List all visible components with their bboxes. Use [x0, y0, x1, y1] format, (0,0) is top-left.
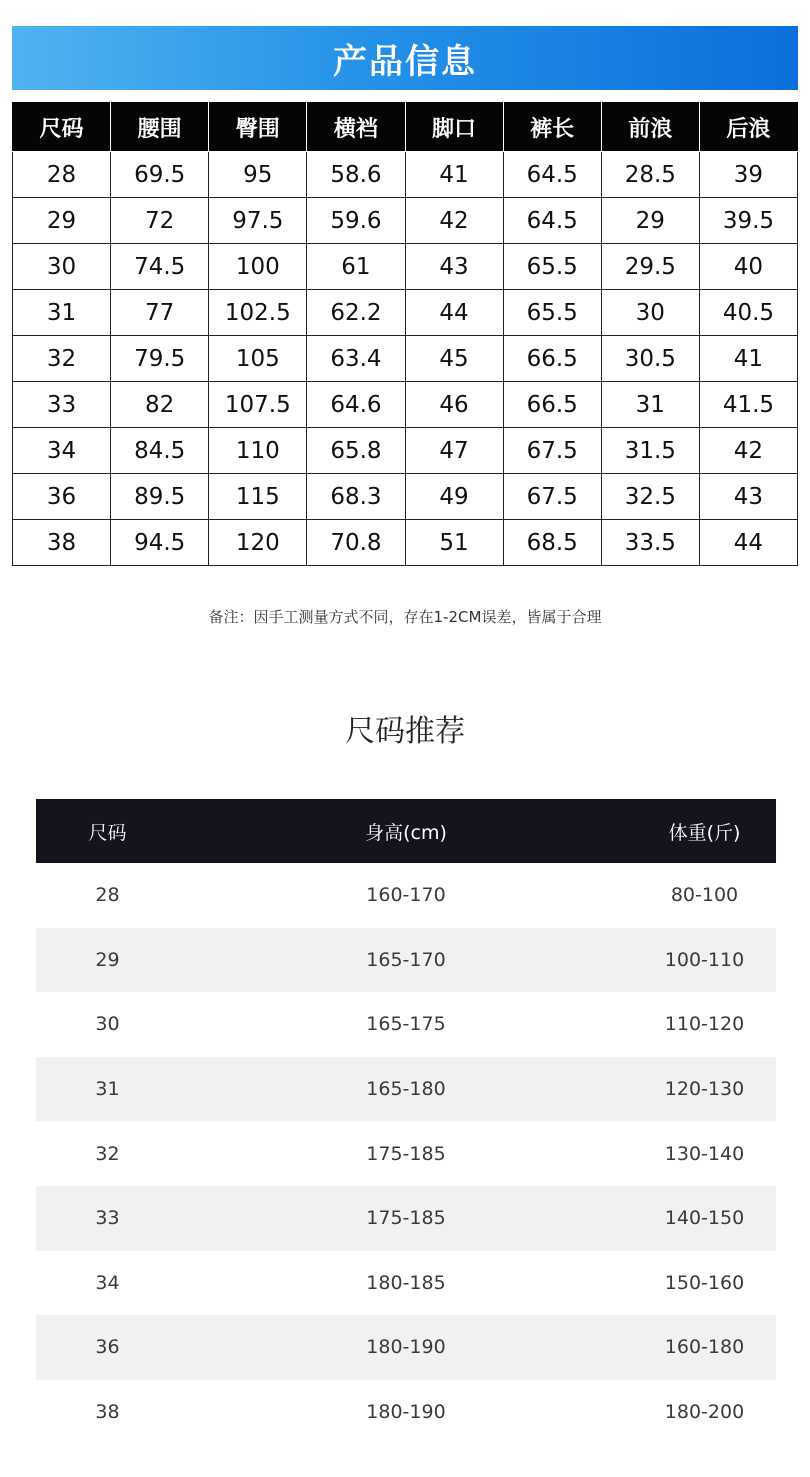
spec-cell: 43 [699, 474, 797, 520]
spec-header-row [13, 103, 798, 152]
recommend-cell: 180-185 [366, 1271, 446, 1294]
recommend-cell: 110-120 [664, 1013, 745, 1036]
recommend-cell: 80-100 [670, 884, 739, 907]
size-recommend-table [36, 799, 776, 1444]
recommend-row [36, 1251, 776, 1316]
recommend-row [36, 863, 776, 928]
spec-cell: 59.6 [307, 198, 405, 244]
recommend-row [36, 1380, 776, 1445]
spec-cell: 120 [209, 520, 307, 566]
spec-cell: 64.5 [503, 152, 601, 198]
spec-cell: 68.5 [503, 520, 601, 566]
spec-header-cell: 后浪 [699, 103, 797, 152]
recommend-cell: 29 [95, 948, 120, 971]
recommend-cell: 120-130 [664, 1078, 745, 1101]
recommend-cell: 34 [95, 1271, 120, 1294]
recommend-cell: 36 [95, 1336, 120, 1359]
spec-cell: 30.5 [601, 336, 699, 382]
spec-row [13, 198, 798, 244]
spec-cell: 94.5 [111, 520, 209, 566]
spec-cell: 49 [405, 474, 503, 520]
size-spec-table [12, 102, 798, 566]
spec-cell: 77 [111, 290, 209, 336]
spec-cell: 34 [13, 428, 111, 474]
spec-cell: 31.5 [601, 428, 699, 474]
spec-header-cell: 脚口 [405, 103, 503, 152]
measurement-note: 备注：因手工测量方式不同，存在1-2CM误差，皆属于合理 [208, 608, 602, 626]
spec-cell: 65.5 [503, 244, 601, 290]
spec-cell: 28 [13, 152, 111, 198]
spec-cell: 42 [405, 198, 503, 244]
recommend-cell: 28 [95, 884, 120, 907]
recommend-cell: 175-185 [366, 1207, 446, 1230]
spec-cell: 42 [699, 428, 797, 474]
spec-cell: 79.5 [111, 336, 209, 382]
spec-cell: 65.5 [503, 290, 601, 336]
recommend-cell: 165-170 [366, 948, 446, 971]
spec-row [13, 336, 798, 382]
spec-cell: 105 [209, 336, 307, 382]
spec-cell: 64.5 [503, 198, 601, 244]
recommend-cell: 180-190 [366, 1401, 446, 1424]
spec-cell: 84.5 [111, 428, 209, 474]
spec-cell: 69.5 [111, 152, 209, 198]
product-info-banner [12, 26, 798, 90]
spec-cell: 44 [405, 290, 503, 336]
spec-cell: 31 [601, 382, 699, 428]
spec-cell: 100 [209, 244, 307, 290]
spec-cell: 30 [601, 290, 699, 336]
spec-cell: 74.5 [111, 244, 209, 290]
spec-row [13, 474, 798, 520]
spec-cell: 102.5 [209, 290, 307, 336]
spec-header-cell: 横裆 [307, 103, 405, 152]
spec-cell: 95 [209, 152, 307, 198]
spec-cell: 41 [699, 336, 797, 382]
recommend-cell: 33 [95, 1207, 120, 1230]
spec-cell: 115 [209, 474, 307, 520]
spec-cell: 29.5 [601, 244, 699, 290]
spec-row [13, 382, 798, 428]
spec-cell: 38 [13, 520, 111, 566]
recommend-row [36, 1315, 776, 1380]
recommend-title: 尺码推荐 [345, 714, 465, 749]
recommend-cell: 130-140 [664, 1142, 745, 1165]
spec-cell: 33 [13, 382, 111, 428]
spec-cell: 72 [111, 198, 209, 244]
recommend-cell: 165-175 [366, 1013, 446, 1036]
spec-header-cell: 裤长 [503, 103, 601, 152]
recommend-cell: 160-180 [664, 1336, 745, 1359]
recommend-cell: 150-160 [664, 1271, 745, 1294]
spec-cell: 28.5 [601, 152, 699, 198]
recommend-row [36, 1186, 776, 1251]
spec-cell: 29 [601, 198, 699, 244]
spec-row [13, 520, 798, 566]
spec-cell: 32.5 [601, 474, 699, 520]
recommend-header-cell: 身高(cm) [365, 821, 447, 844]
banner-title: 产品信息 [333, 41, 477, 82]
spec-cell: 66.5 [503, 382, 601, 428]
spec-cell: 32 [13, 336, 111, 382]
spec-cell: 40.5 [699, 290, 797, 336]
spec-header-cell: 臀围 [209, 103, 307, 152]
recommend-cell: 180-200 [664, 1401, 745, 1424]
spec-cell: 62.2 [307, 290, 405, 336]
spec-cell: 44 [699, 520, 797, 566]
spec-cell: 30 [13, 244, 111, 290]
spec-cell: 107.5 [209, 382, 307, 428]
recommend-cell: 175-185 [366, 1142, 446, 1165]
spec-row [13, 152, 798, 198]
spec-cell: 45 [405, 336, 503, 382]
spec-row [13, 428, 798, 474]
spec-cell: 33.5 [601, 520, 699, 566]
spec-cell: 58.6 [307, 152, 405, 198]
recommend-cell: 140-150 [664, 1207, 745, 1230]
spec-row [13, 290, 798, 336]
spec-cell: 70.8 [307, 520, 405, 566]
spec-cell: 66.5 [503, 336, 601, 382]
recommend-cell: 38 [95, 1401, 120, 1424]
recommend-cell: 100-110 [664, 948, 745, 971]
spec-cell: 41.5 [699, 382, 797, 428]
spec-cell: 51 [405, 520, 503, 566]
spec-cell: 39 [699, 152, 797, 198]
spec-cell: 110 [209, 428, 307, 474]
spec-cell: 41 [405, 152, 503, 198]
spec-cell: 97.5 [209, 198, 307, 244]
recommend-cell: 31 [95, 1078, 120, 1101]
recommend-cell: 160-170 [366, 884, 446, 907]
recommend-cell: 180-190 [366, 1336, 446, 1359]
spec-cell: 68.3 [307, 474, 405, 520]
spec-cell: 89.5 [111, 474, 209, 520]
recommend-row [36, 928, 776, 993]
recommend-row [36, 1057, 776, 1122]
recommend-cell: 165-180 [366, 1078, 446, 1101]
spec-cell: 36 [13, 474, 111, 520]
spec-header-cell: 腰围 [111, 103, 209, 152]
spec-cell: 31 [13, 290, 111, 336]
recommend-header-cell: 体重(斤) [668, 821, 741, 844]
spec-cell: 67.5 [503, 474, 601, 520]
spec-cell: 61 [307, 244, 405, 290]
spec-cell: 40 [699, 244, 797, 290]
spec-cell: 67.5 [503, 428, 601, 474]
spec-cell: 82 [111, 382, 209, 428]
spec-cell: 46 [405, 382, 503, 428]
spec-cell: 64.6 [307, 382, 405, 428]
recommend-cell: 30 [95, 1013, 120, 1036]
spec-cell: 65.8 [307, 428, 405, 474]
spec-cell: 29 [13, 198, 111, 244]
spec-cell: 47 [405, 428, 503, 474]
spec-header-cell: 尺码 [13, 103, 111, 152]
recommend-header-cell: 尺码 [88, 821, 127, 844]
recommend-cell: 32 [95, 1142, 120, 1165]
recommend-row [36, 992, 776, 1057]
spec-cell: 39.5 [699, 198, 797, 244]
spec-row [13, 244, 798, 290]
spec-cell: 43 [405, 244, 503, 290]
spec-cell: 63.4 [307, 336, 405, 382]
spec-header-cell: 前浪 [601, 103, 699, 152]
recommend-header-row [36, 799, 776, 863]
recommend-row [36, 1121, 776, 1186]
